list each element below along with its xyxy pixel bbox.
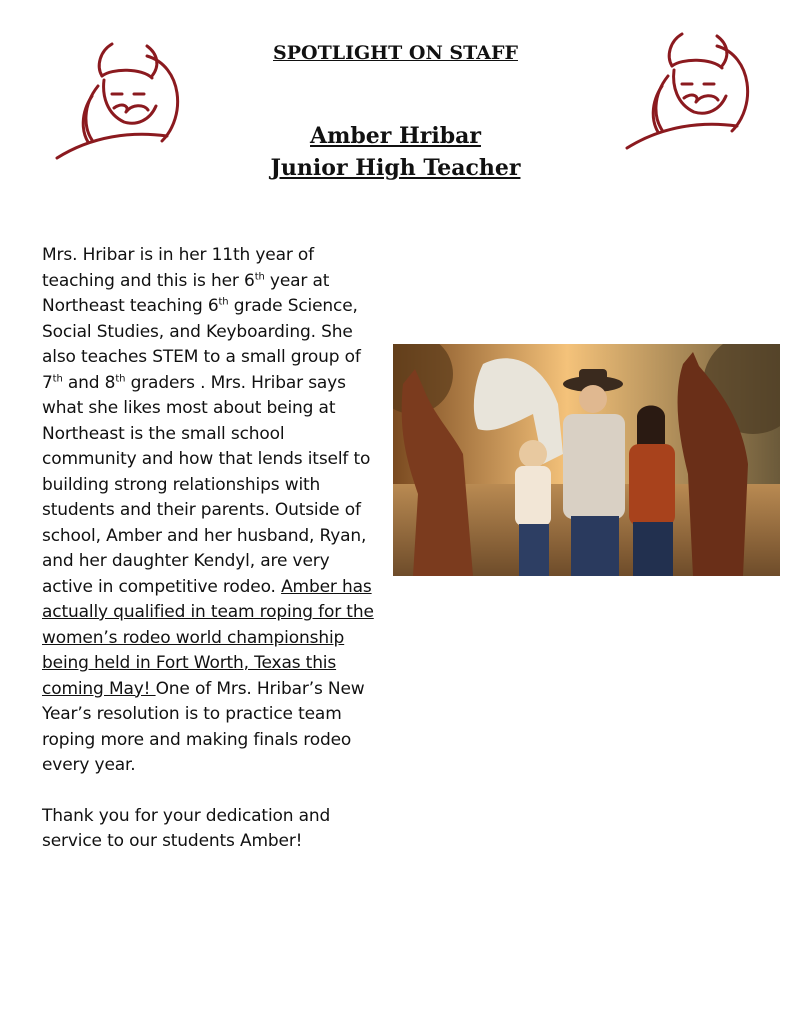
family-horses-photo [393, 344, 780, 576]
staff-title-block [0, 120, 791, 184]
highlighted-sentence: Amber has actually qualified in team roping for the women’s rodeo world championship being held in Fort Worth, Texas this coming May! [42, 576, 374, 699]
staff-role: Junior High Teacher [270, 155, 521, 181]
article-paragraph-1: Mrs. Hribar is in her 11th year of teaching and this is her 6th year at Northeast teaching 6th grade Science, Social Studies, and Keyboarding. She also teaches STEM to a small group of 7th and 8th graders . Mrs. Hribar says what she likes most about being at Northeast is the small school community and how that lends itself to building strong relationships with students and their parents. Outside of school, Amber and her husband, Ryan, and her daughter Kendyl, are very active in competitive rodeo. Amber has actually qualified in team roping for the women’s rodeo world championship being held in Fort Worth, Texas this coming May! One of Mrs. Hribar’s New Year’s resolution is to practice team roping more and making finals rodeo every year. [42, 245, 374, 775]
article-paragraph-2: Thank you for your dedication and service to our students Amber! [42, 805, 331, 851]
section-heading: SPOTLIGHT ON STAFF [273, 42, 518, 64]
article-body [42, 243, 382, 855]
staff-name: Amber Hribar [310, 123, 481, 149]
